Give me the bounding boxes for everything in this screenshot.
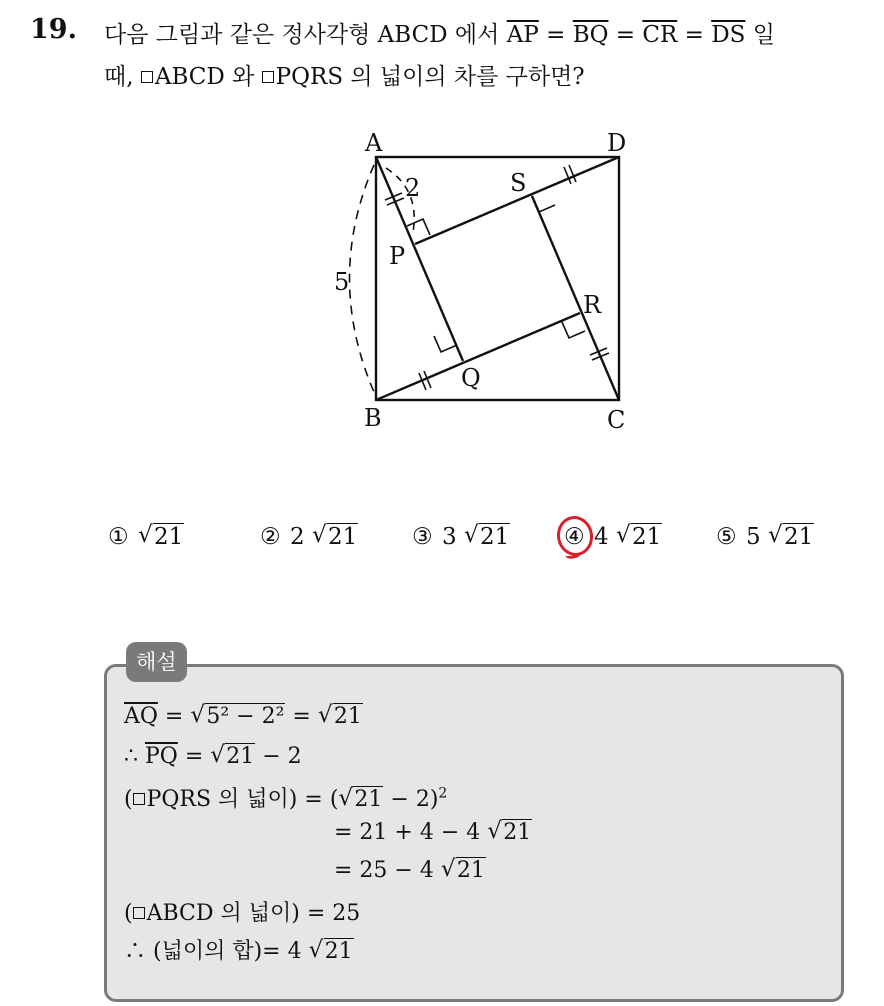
radicand: 21 (456, 858, 485, 883)
question-line-2 (104, 58, 585, 91)
question-number: 19. (30, 14, 77, 45)
choice-radicand: 21 (479, 524, 510, 550)
sqrt-icon (338, 787, 383, 812)
choice-3[interactable] (412, 524, 510, 550)
equals: = (177, 744, 211, 769)
choice-number: ① (108, 524, 129, 550)
question-text-abcd: ABCD 와 (154, 64, 262, 90)
sqrt-icon (441, 858, 486, 883)
question-text-pqrs: PQRS 의 넓이의 차를 구하면? (275, 64, 585, 90)
label-r: R (583, 291, 602, 319)
segment-pq: $\overline{PQ}$ (145, 744, 178, 769)
question-text-1: 다음 그림과 같은 정사각형 ABCD 에서 (104, 22, 507, 48)
label-a: A (365, 129, 383, 157)
square-symbol-icon (133, 907, 145, 919)
sqrt-icon (210, 744, 255, 769)
explanation-tag: 해설 (126, 642, 187, 682)
sqrt-icon (309, 939, 354, 964)
expression-tail: − 2 (255, 744, 302, 769)
choice-coef: 4 (594, 524, 609, 550)
therefore-symbol: ∴ (124, 744, 145, 769)
label-s: S (510, 169, 527, 197)
expression-tail: − 2) (383, 787, 439, 812)
choice-radicand: 21 (631, 524, 662, 550)
choice-5[interactable] (716, 524, 814, 550)
choice-number: ④ (564, 524, 585, 550)
radicand: 21 (333, 704, 362, 729)
question-line-1 (104, 16, 775, 49)
segment-aq: $\overline{AQ}$ (124, 704, 158, 729)
expression: = 25 − 4 (334, 858, 434, 883)
square-symbol-icon (262, 71, 274, 83)
choice-2[interactable] (260, 524, 358, 550)
paren-open: ( (124, 901, 133, 926)
explanation-line-1 (124, 704, 363, 729)
side-length-arc (350, 165, 375, 392)
expression: ∴ (넓이의 합)= 4 (124, 939, 302, 964)
choice-coef: 2 (290, 524, 305, 550)
explanation-line-2 (124, 744, 302, 769)
sqrt-icon (616, 524, 662, 550)
explanation-line-3 (124, 782, 447, 813)
abcd-area-label: ABCD 의 넓이) = 25 (146, 901, 361, 926)
label-p: P (389, 242, 406, 270)
radicand: 21 (324, 939, 353, 964)
sqrt-icon (768, 524, 814, 550)
geometry-figure (300, 120, 660, 440)
choice-radicand: 21 (783, 524, 814, 550)
sqrt-icon (487, 820, 532, 845)
choice-number: ⑤ (716, 524, 737, 550)
label-ap-2: 2 (405, 174, 421, 202)
answer-choices (108, 524, 828, 564)
exponent: 2 (438, 785, 448, 802)
choice-number: ③ (412, 524, 433, 550)
square-symbol-icon (133, 793, 145, 805)
label-side-5: 5 (334, 268, 350, 296)
explanation-line-6 (124, 896, 360, 927)
question-text-1-end: 일 (745, 22, 775, 48)
choice-coef: 5 (746, 524, 761, 550)
choice-1[interactable] (108, 524, 184, 550)
choice-radicand: 21 (154, 524, 184, 550)
radicand: 21 (354, 787, 383, 812)
label-b: B (364, 404, 382, 432)
sqrt-icon (138, 524, 184, 550)
radicand: 21 (226, 744, 255, 769)
label-d: D (607, 129, 627, 157)
equals: = (285, 704, 318, 729)
radicand: 21 (503, 820, 532, 845)
square-symbol-icon (141, 71, 153, 83)
segment-ds: $\overline{DS}$ (711, 22, 746, 48)
equals-1: = (538, 22, 573, 48)
radicand: 5² − 2² (206, 704, 285, 729)
line-cs (532, 196, 619, 400)
choice-radicand: 21 (327, 524, 358, 550)
label-c: C (607, 406, 626, 434)
explanation-line-4 (334, 820, 532, 845)
expression: = 21 + 4 − 4 (334, 820, 481, 845)
equals: = (157, 704, 191, 729)
explanation-line-7 (124, 934, 354, 965)
segment-bq: $\overline{BQ}$ (572, 22, 609, 48)
equals-3: = (677, 22, 712, 48)
right-angle-marks (407, 196, 585, 352)
question-text-2: 때, (104, 64, 141, 90)
sqrt-icon (312, 524, 358, 550)
pqrs-area-label: PQRS 의 넓이) = ( (146, 787, 339, 812)
sqrt-icon (318, 704, 363, 729)
choice-coef: 3 (442, 524, 457, 550)
explanation-line-5 (334, 858, 486, 883)
choice-4[interactable] (564, 524, 662, 550)
sqrt-icon (464, 524, 510, 550)
choice-number: ② (260, 524, 281, 550)
segment-cr: $\overline{CR}$ (642, 22, 678, 48)
label-q: Q (461, 364, 481, 392)
paren-open: ( (124, 787, 133, 812)
sqrt-icon (190, 704, 285, 729)
equals-2: = (608, 22, 643, 48)
segment-ap: $\overline{AP}$ (506, 22, 539, 48)
